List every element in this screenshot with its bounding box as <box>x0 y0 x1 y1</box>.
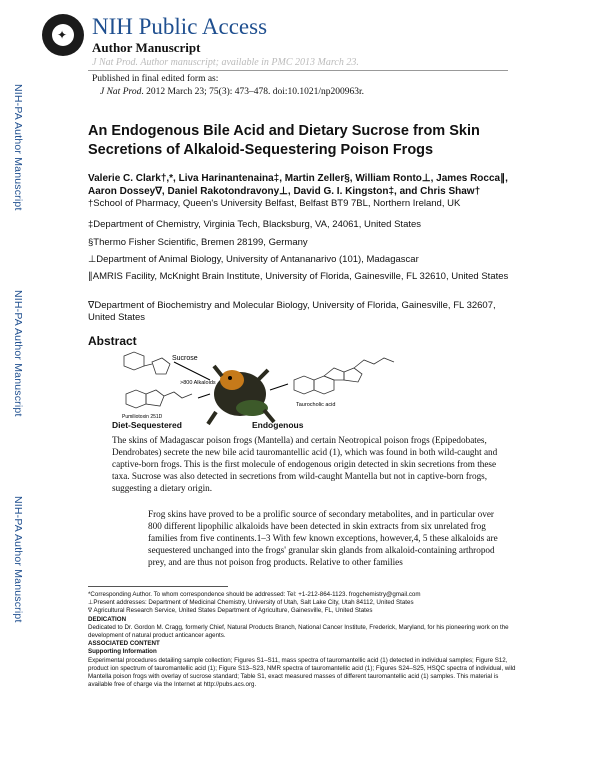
eagle-icon: ✦ <box>57 28 68 42</box>
abstract-text: The skins of Madagascar poison frogs (Mantella) and certain Neotropical poison frogs (Epipedobates, Dendrobates) secrete the new bile acid tauromantellic acid (1), which was found in both wild-caught and captive-born frogs. This is the first molecule of endogenous origin detected in skin secretions from these taxa. Sucrose was also detected in secretions from wild-caught Mantella but not in captive-born frogs, suggesting a dietary origin. <box>112 435 498 493</box>
bile-acid-structure <box>294 358 394 394</box>
sucrose-structure <box>124 352 170 374</box>
affiliation: ⊥Department of Animal Biology, University of Antananarivo (101), Madagascar <box>88 254 419 265</box>
arrow-sucrose <box>174 362 210 380</box>
dedication-heading: DEDICATION <box>88 615 127 623</box>
dedication-text: Dedicated to Dr. Gordon M. Cragg, formerly Chief, Natural Products Branch, National Cancer Institute, Frederick, Maryland, for his pioneering work on the development of natural product anticancer agents. <box>88 623 509 640</box>
body-paragraph: Frog skins have proved to be a prolific source of secondary metabolites, and in particular over 800 different lipophilic alkaloids have been detected in skin extracts from six unrelated frog families from five continents.1–3 With few known exceptions, however,4, 5 these alkaloids are sequestered unchanged into the frogs' granular skin glands from alkaloid-containing arthropod prey, and are thus not poison frog products. Relative to other families <box>148 509 498 567</box>
nih-seal-logo <box>42 14 84 56</box>
affiliation: †School of Pharmacy, Queen's University Belfast, Belfast BT9 7BL, Northern Ireland, UK <box>88 198 461 209</box>
pumiliotoxin-structure <box>126 390 192 408</box>
footnote-corresponding: *Corresponding Author. To whom correspondence should be addressed: Tel: +1-212-864-1123. frogchemistry@gmail.com <box>88 591 421 598</box>
affiliation: ∥AMRIS Facility, McKnight Brain Institute, University of Florida, Gainesville, FL 32610, United States <box>88 271 509 282</box>
published-form-note: Published in final edited form as: <box>92 74 219 84</box>
citation <box>100 87 364 97</box>
citation-journal: J Nat Prod <box>100 87 142 97</box>
pumiliotoxin-label: Pumiliotoxin 251D <box>122 414 163 420</box>
associated-content-heading: ASSOCIATED CONTENT <box>88 640 160 648</box>
footnotes <box>88 591 518 689</box>
header-divider <box>88 70 508 71</box>
abstract-heading: Abstract <box>88 334 137 348</box>
affiliation: ‡Department of Chemistry, Virginia Tech, Blacksburg, VA, 24061, United States <box>88 219 422 230</box>
sucrose-label: Sucrose <box>172 355 198 362</box>
toc-caption-left: Diet-Sequestered <box>112 420 182 430</box>
supporting-info-text: Experimental procedures detailing sample collection; Figures S1–S11, mass spectra of tauromantellic acid (1) detected in individual samples; Figure S12, product ion spectrum of tauromantellic acid (1); Figure S13–S23, NMR spectra of tauromantellic acid (1); Figures S24–S25, HSQC spectra of individual, wild Mantella poison frogs with overlay of sucrose standard; Table S1, exact measured masses of different tauromantellic acid (1) samples. This material is available free of charge via the Internet at http://pubs.acs.org. <box>88 656 516 689</box>
manuscript-label: Author Manuscript <box>92 40 201 55</box>
toc-caption-right: Endogenous <box>252 420 304 430</box>
repository-title: NIH Public Access <box>92 14 268 39</box>
bile-acid-label: Taurocholic acid <box>296 402 336 408</box>
affiliation: ∇Department of Biochemistry and Molecular Biology, University of Florida, Gainesville, FL 32607, United States <box>88 300 496 323</box>
arrow-alkaloids <box>198 394 210 398</box>
alkaloids-label: >800 Alkaloids <box>180 380 216 386</box>
footnote-present-address: ⊥Present addresses: Department of Medicinal Chemistry, University of Utah, Salt Lake City, Utah 84112, United States <box>88 599 414 607</box>
supporting-info-heading: Supporting Information <box>88 648 157 656</box>
footnote-agri: ∇ Agricultural Research Service, United States Department of Agriculture, Gainesville, FL, United States <box>88 607 373 615</box>
side-banner: NIH-PA Author Manuscript <box>12 84 24 211</box>
poison-frog-image <box>208 366 274 424</box>
side-banner: NIH-PA Author Manuscript <box>12 496 24 623</box>
arrow-bile-acid <box>270 384 288 390</box>
citation-details: . 2012 March 23; 75(3): 473–478. doi:10.1021/np200963r. <box>141 87 365 97</box>
footnote-divider <box>88 586 228 587</box>
affiliation: §Thermo Fisher Scientific, Bremen 28199, Germany <box>88 237 308 248</box>
journal-availability: J Nat Prod. Author manuscript; available in PMC 2013 March 23. <box>92 57 359 68</box>
side-banner: NIH-PA Author Manuscript <box>12 290 24 417</box>
author-list: Valerie C. Clark†,*, Liva Harinantenaina‡, Martin Zeller§, William Ronto⊥, James Rocca∥, Aaron Dossey∇, Daniel Rakotondravony⊥, David G. I. Kingston‡, and Chris Shaw† <box>88 173 508 197</box>
article-title: An Endogenous Bile Acid and Dietary Sucrose from Skin Secretions of Alkaloid-Sequestering Poison Frogs <box>88 123 480 158</box>
